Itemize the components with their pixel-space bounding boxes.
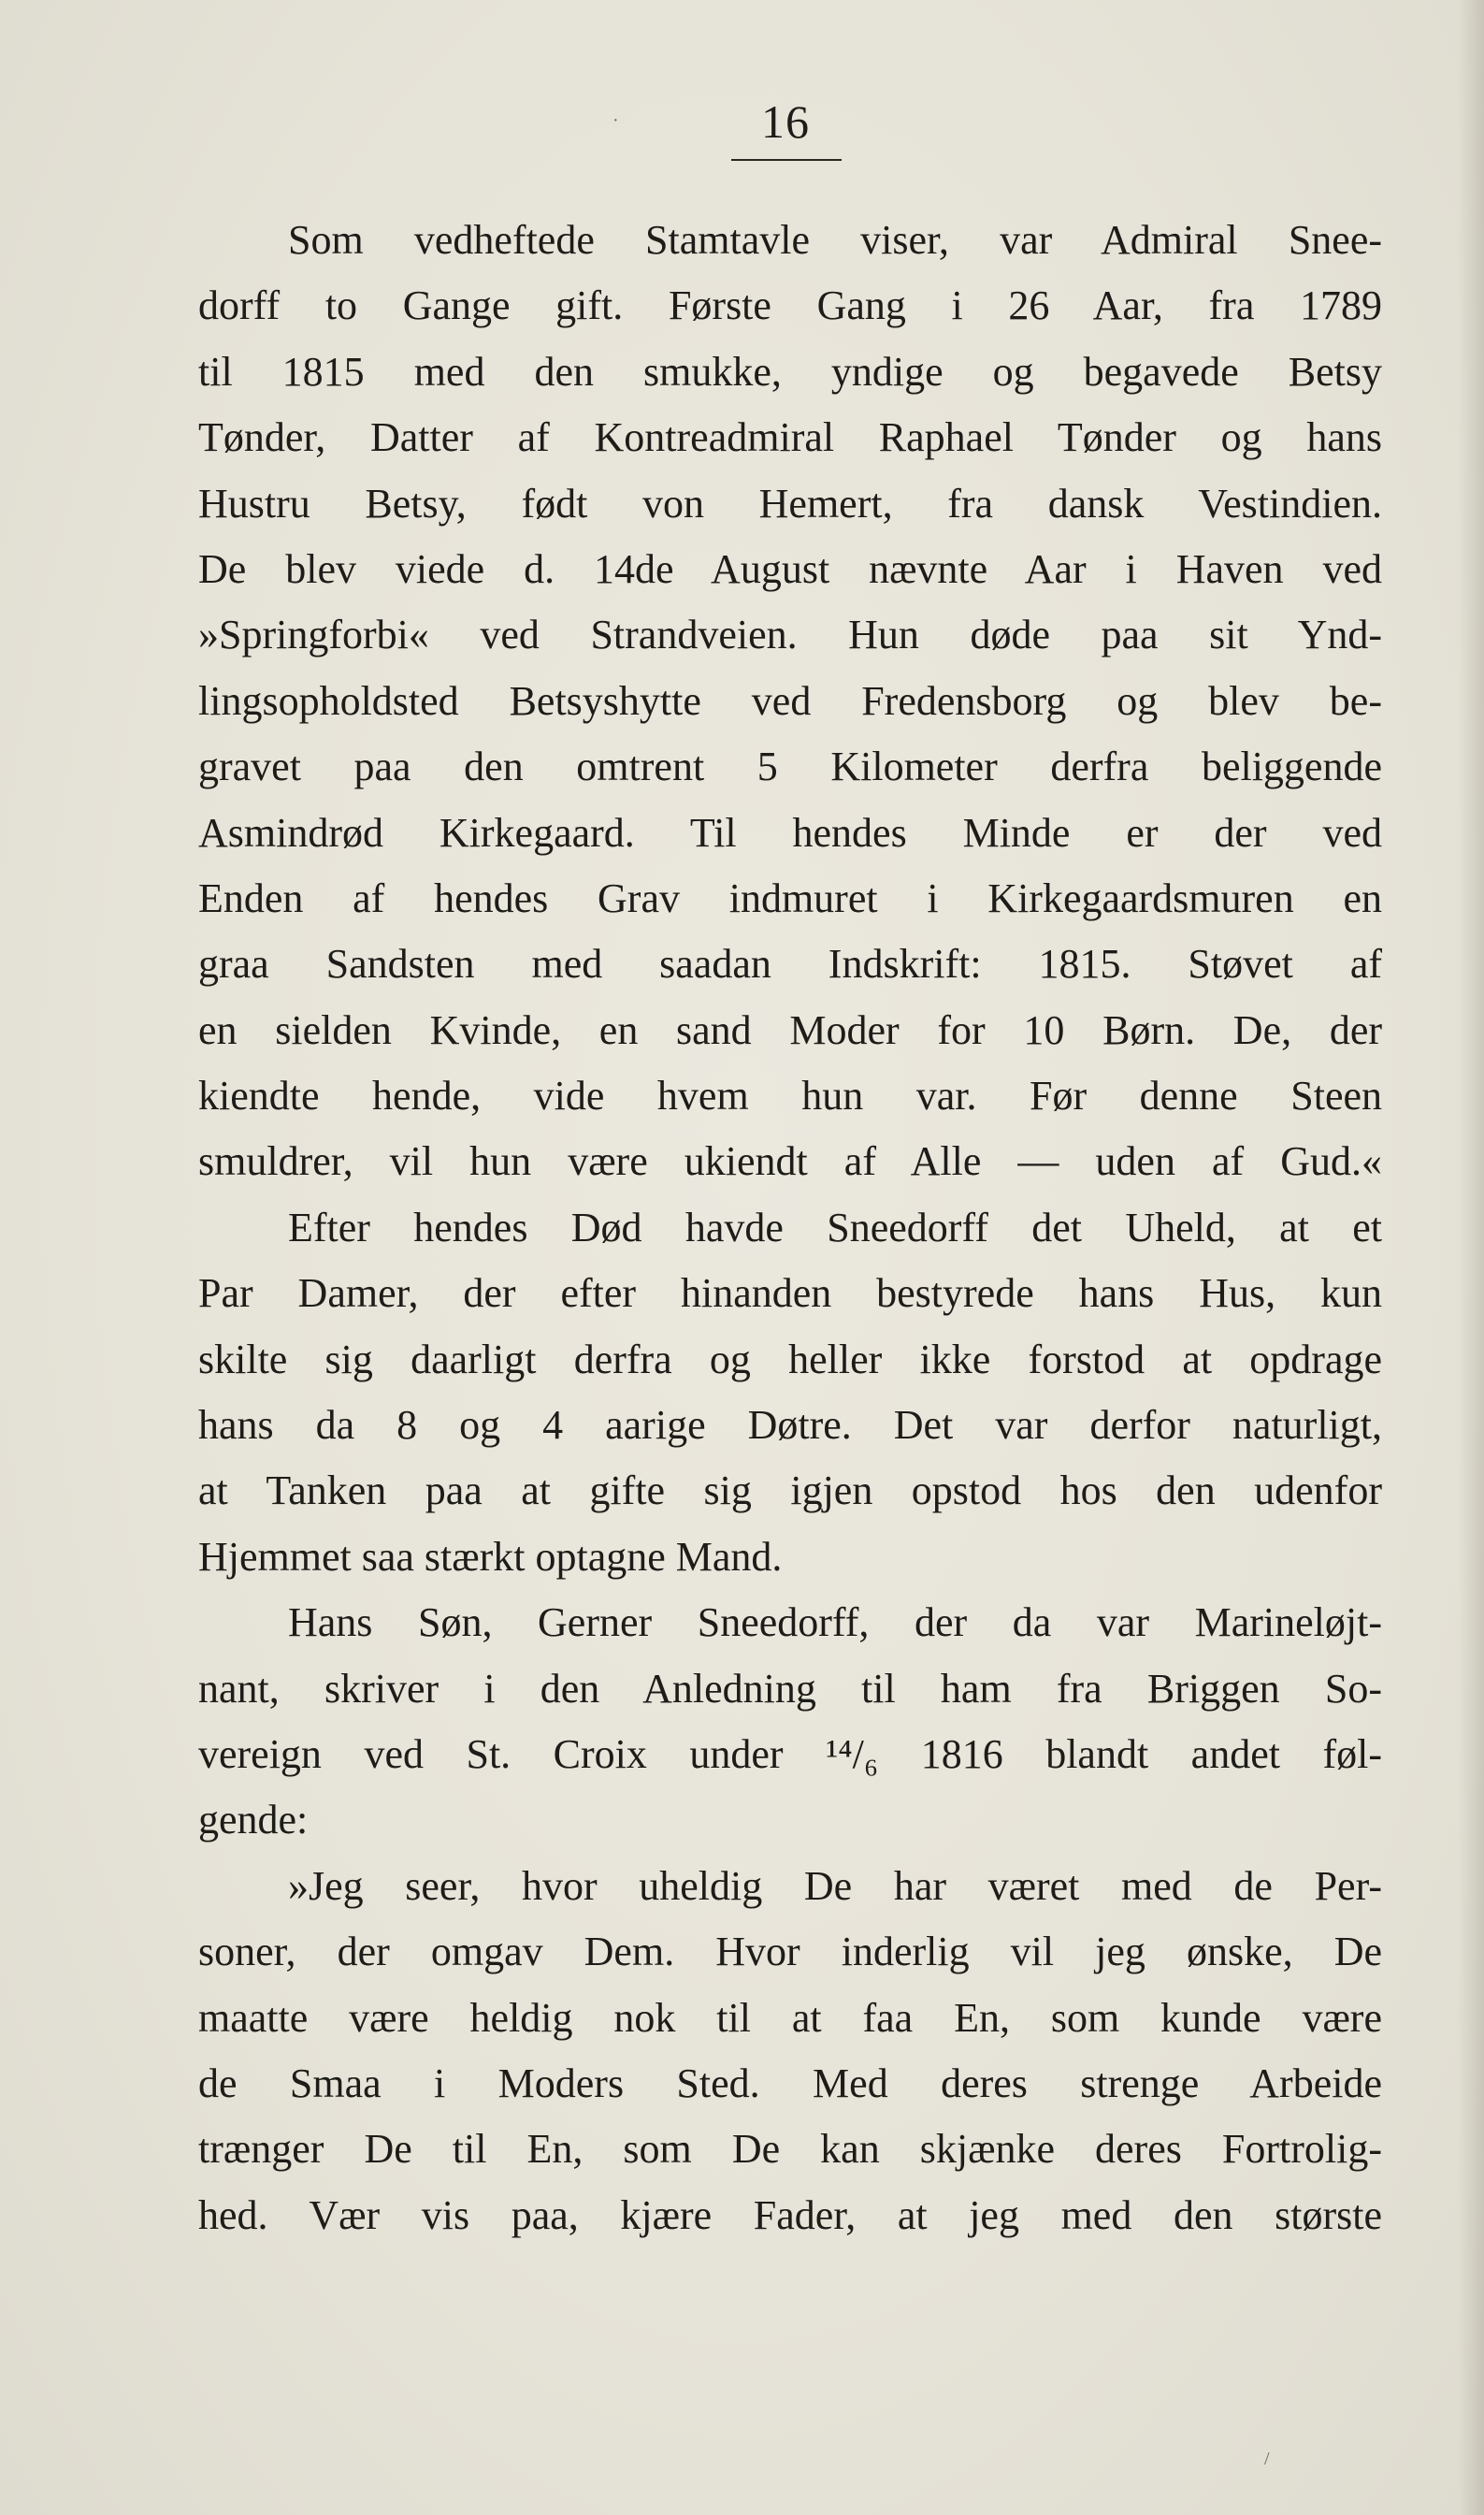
text-line: trænger De til En, som De kan skjænke deres Fortrolig- [198, 2126, 1382, 2173]
text-line: Tønder, Datter af Kontreadmiral Raphael Tønder og hans [198, 414, 1382, 461]
text-line: graa Sandsten med saadan Indskrift: 1815. Støvet af [198, 941, 1382, 988]
text-line: maatte være heldig nok til at faa En, som kunde være [198, 1994, 1382, 2041]
text-line: skilte sig daarligt derfra og heller ikke forstod at opdrage [198, 1336, 1382, 1382]
text-line: dorff to Gange gift. Første Gang i 26 Aar, fra 1789 [198, 282, 1382, 329]
text-line: til 1815 med den smukke, yndige og begavede Betsy [198, 348, 1382, 395]
text-line: Asmindrød Kirkegaard. Til hendes Minde er der ved [198, 809, 1382, 856]
text-line: de Smaa i Moders Sted. Med deres strenge Arbeide [198, 2060, 1382, 2106]
text-line: gravet paa den omtrent 5 Kilometer derfra beliggende [198, 744, 1382, 790]
text-line: lingsopholdsted Betsyshytte ved Fredensborg og blev be- [198, 677, 1382, 724]
scan-speck: · [612, 110, 619, 131]
text-line: Hjemmet saa stærkt optagne Mand. [198, 1533, 783, 1580]
text-line: Efter hendes Død havde Sneedorff det Uheld, at et [288, 1204, 1382, 1250]
text-line: Hans Søn, Gerner Sneedorff, der da var Marineløjt- [288, 1599, 1382, 1646]
scan-speck: / [1264, 2449, 1270, 2469]
text-line: smuldrer, vil hun være ukiendt af Alle — uden af Gud.« [198, 1138, 1382, 1185]
page-number-rule [731, 159, 842, 161]
text-line: Som vedheftede Stamtavle viser, var Admiral Snee- [288, 217, 1382, 263]
text-line: De blev viede d. 14de August nævnte Aar i Haven ved [198, 545, 1382, 592]
text-line: vereign ved St. Croix under ¹⁴/₆ 1816 blandt andet føl- [198, 1730, 1382, 1777]
page-number: 16 [761, 95, 810, 148]
text-line: gende: [198, 1797, 309, 1843]
text-line: at Tanken paa at gifte sig igjen opstod hos den udenfor [198, 1467, 1382, 1514]
text-line: »Jeg seer, hvor uheldig De har været med de Per- [288, 1862, 1382, 1909]
text-line: soner, der omgav Dem. Hvor inderlig vil jeg ønske, De [198, 1929, 1382, 1975]
text-line: kiendte hende, vide hvem hun var. Før denne Steen [198, 1073, 1382, 1120]
text-line: Par Damer, der efter hinanden bestyrede hans Hus, kun [198, 1270, 1382, 1317]
text-line: Hustru Betsy, født von Hemert, fra dansk Vestindien. [198, 480, 1382, 527]
page-edge-shadow [1458, 0, 1484, 2515]
text-line: en sielden Kvinde, en sand Moder for 10 Børn. De, der [198, 1006, 1382, 1053]
text-line: Enden af hendes Grav indmuret i Kirkegaardsmuren en [198, 874, 1382, 921]
text-line: nant, skriver i den Anledning til ham fra Briggen So- [198, 1665, 1382, 1712]
text-line: hans da 8 og 4 aarige Døtre. Det var derfor naturligt, [198, 1402, 1382, 1449]
text-line: hed. Vær vis paa, kjære Fader, at jeg med den største [198, 2191, 1382, 2238]
text-line: »Springforbi« ved Strandveien. Hun døde paa sit Ynd- [198, 612, 1382, 658]
body-text [198, 208, 1382, 2248]
